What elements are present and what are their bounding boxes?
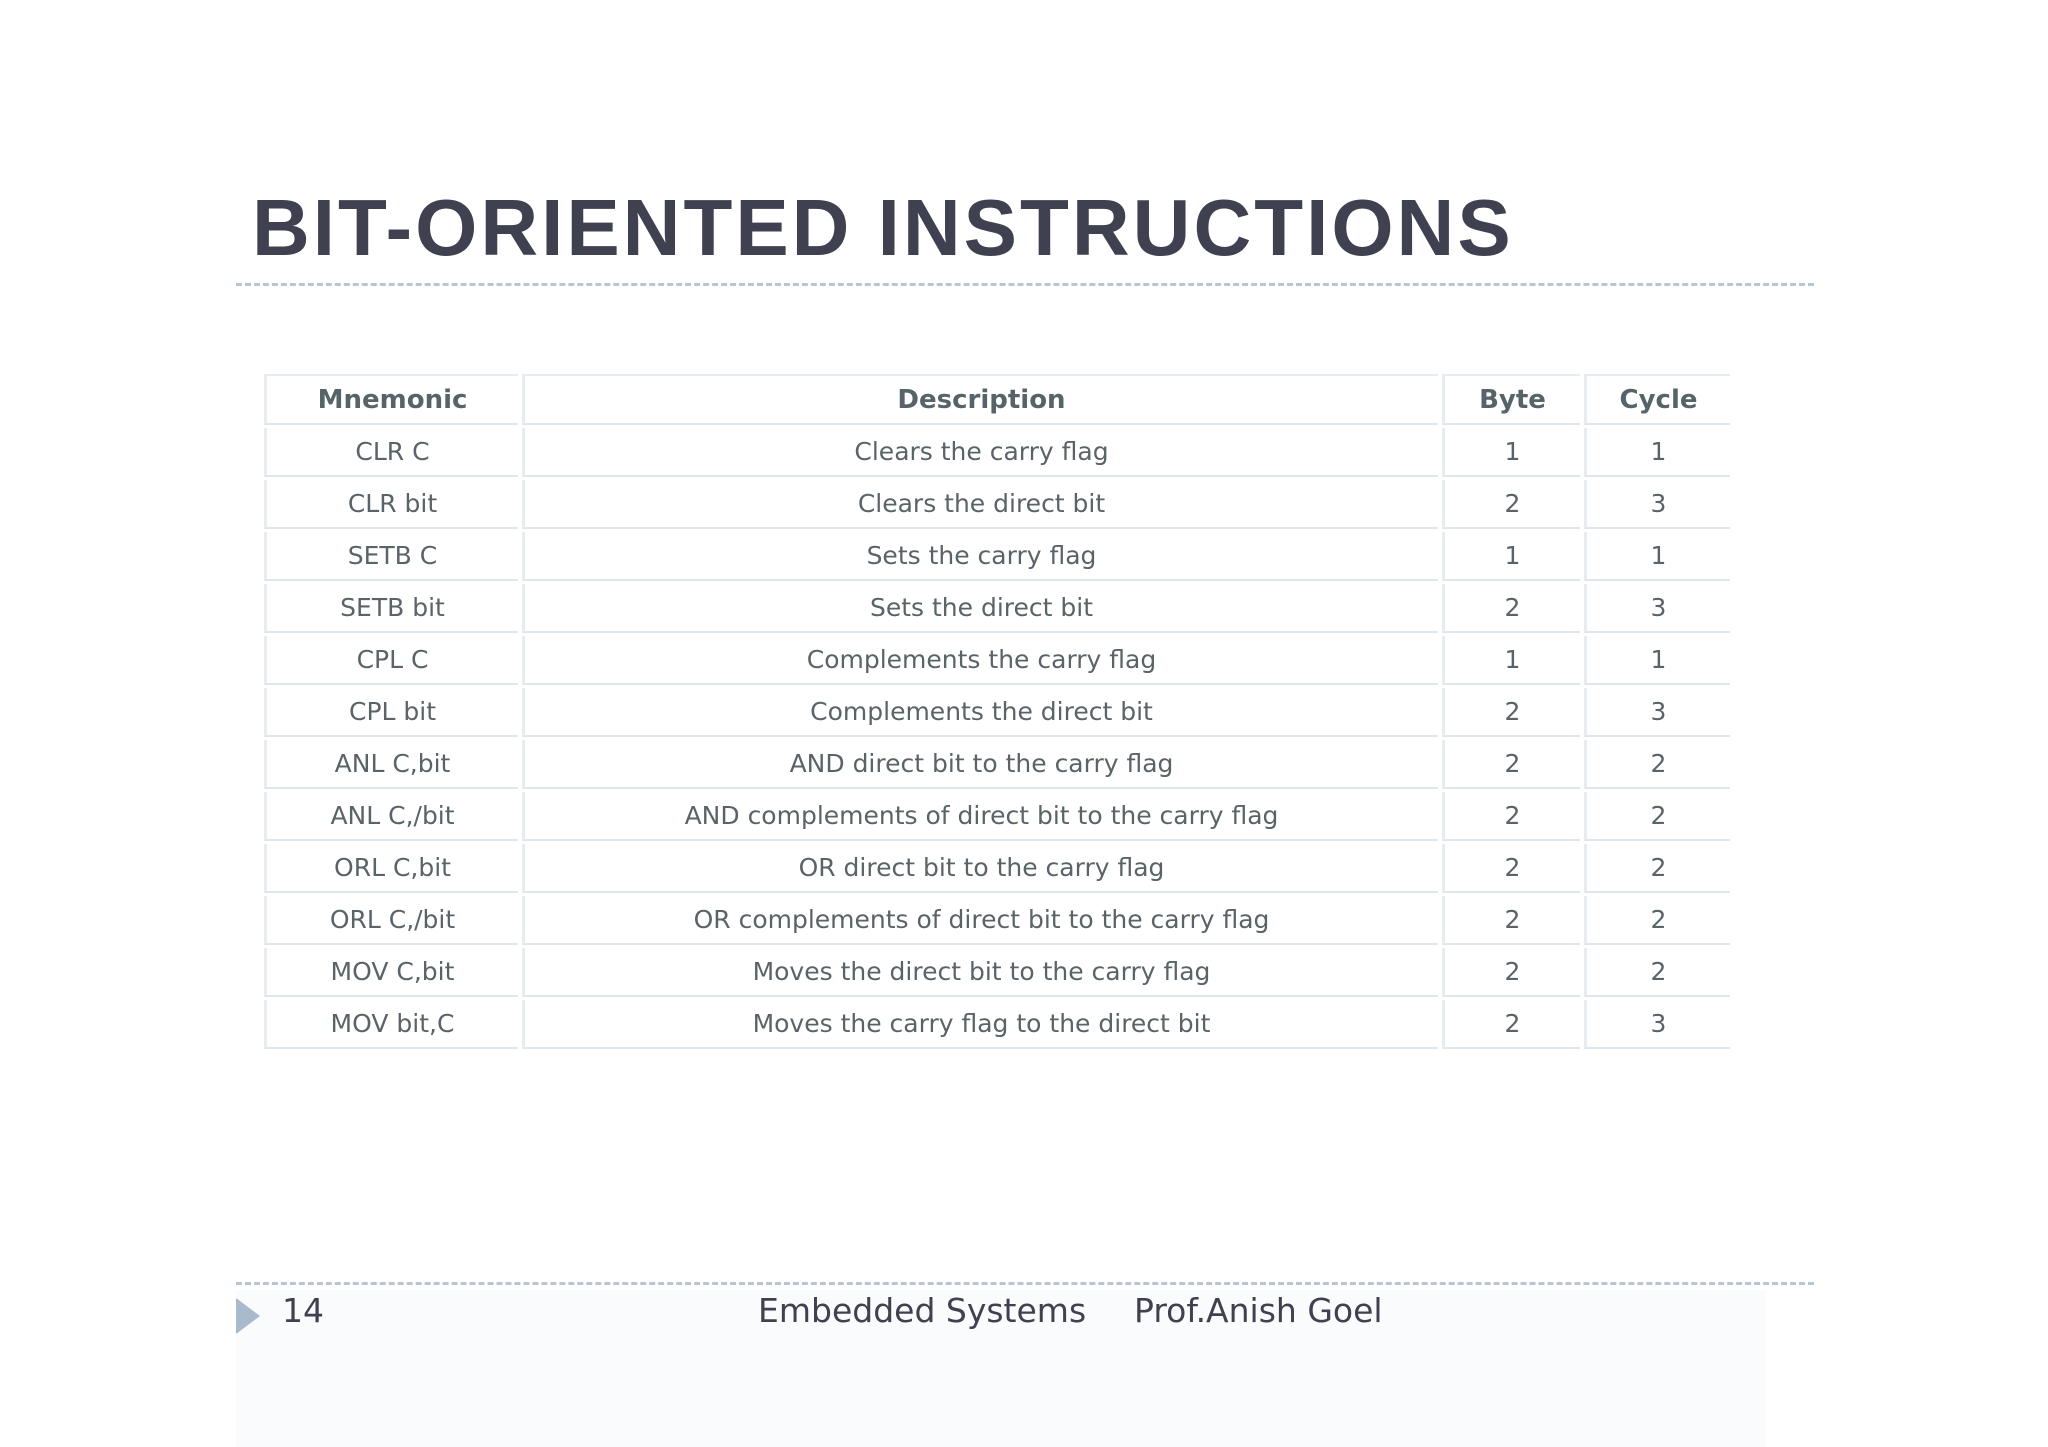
instruction-table [260,371,1734,1052]
cell-mnemonic: CLR C [264,428,518,477]
cell-description: OR direct bit to the carry flag [522,844,1438,893]
cell-cycle: 2 [1584,896,1730,945]
table-row [264,480,1730,529]
cell-byte: 2 [1442,792,1580,841]
table-row [264,636,1730,685]
slide-title: BIT-ORIENTED INSTRUCTIONS [252,183,1514,272]
cell-byte: 2 [1442,896,1580,945]
cell-description: OR complements of direct bit to the carry flag [522,896,1438,945]
cell-cycle: 1 [1584,428,1730,477]
instruction-table-container [264,371,1730,1052]
cell-byte: 2 [1442,948,1580,997]
page-number: 14 [282,1291,324,1330]
table-body [264,428,1730,1049]
cell-cycle: 1 [1584,636,1730,685]
cell-description: Complements the direct bit [522,688,1438,737]
table-row [264,896,1730,945]
cell-byte: 1 [1442,428,1580,477]
cell-mnemonic: CPL C [264,636,518,685]
footer-divider [236,1282,1814,1285]
header-cycle: Cycle [1584,374,1730,425]
cell-description: Sets the carry flag [522,532,1438,581]
cell-mnemonic: MOV C,bit [264,948,518,997]
cell-cycle: 1 [1584,532,1730,581]
cell-mnemonic: ANL C,/bit [264,792,518,841]
cell-byte: 2 [1442,740,1580,789]
cell-mnemonic: ANL C,bit [264,740,518,789]
table-row [264,584,1730,633]
cell-description: Complements the carry flag [522,636,1438,685]
cell-cycle: 3 [1584,480,1730,529]
cell-byte: 2 [1442,844,1580,893]
table-row [264,792,1730,841]
cell-byte: 2 [1442,688,1580,737]
cell-byte: 1 [1442,532,1580,581]
table-row [264,844,1730,893]
header-byte: Byte [1442,374,1580,425]
cell-cycle: 3 [1584,688,1730,737]
table-row [264,688,1730,737]
cell-description: AND direct bit to the carry flag [522,740,1438,789]
cell-description: AND complements of direct bit to the carry flag [522,792,1438,841]
cell-cycle: 2 [1584,844,1730,893]
table-row [264,948,1730,997]
cell-byte: 2 [1442,584,1580,633]
cell-cycle: 2 [1584,948,1730,997]
cell-description: Sets the direct bit [522,584,1438,633]
author-name: Prof.Anish Goel [1134,1291,1383,1330]
cell-mnemonic: CLR bit [264,480,518,529]
header-mnemonic: Mnemonic [264,374,518,425]
title-divider [236,283,1814,286]
cell-mnemonic: CPL bit [264,688,518,737]
course-name: Embedded Systems [758,1291,1087,1330]
cell-cycle: 2 [1584,792,1730,841]
cell-mnemonic: SETB C [264,532,518,581]
table-row [264,428,1730,477]
cell-byte: 2 [1442,1000,1580,1049]
table-header-row [264,374,1730,425]
cell-mnemonic: ORL C,/bit [264,896,518,945]
table-row [264,740,1730,789]
cell-description: Moves the direct bit to the carry flag [522,948,1438,997]
table-row [264,1000,1730,1049]
cell-description: Clears the carry flag [522,428,1438,477]
header-description: Description [522,374,1438,425]
cell-byte: 1 [1442,636,1580,685]
cell-mnemonic: MOV bit,C [264,1000,518,1049]
cell-byte: 2 [1442,480,1580,529]
cell-cycle: 3 [1584,1000,1730,1049]
cell-mnemonic: ORL C,bit [264,844,518,893]
cell-cycle: 2 [1584,740,1730,789]
cell-cycle: 3 [1584,584,1730,633]
cell-description: Clears the direct bit [522,480,1438,529]
table-row [264,532,1730,581]
cell-description: Moves the carry flag to the direct bit [522,1000,1438,1049]
triangle-right-icon [236,1298,260,1334]
cell-mnemonic: SETB bit [264,584,518,633]
